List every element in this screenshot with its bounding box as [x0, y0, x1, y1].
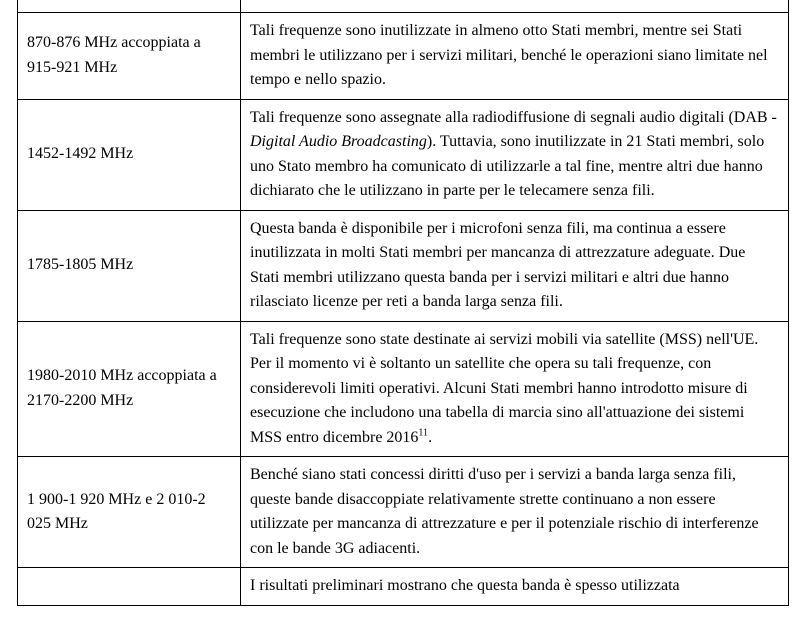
band-cell: 1452-1492 MHz: [18, 99, 241, 210]
band-cell: 1 900-1 920 MHz e 2 010-2 025 MHz: [18, 457, 241, 568]
table-row: [18, 210, 789, 321]
frequency-table: [17, 0, 789, 606]
table-row: [18, 99, 789, 210]
description-cell: Questa banda è disponibile per i microfoni senza fili, ma continua a essere inutilizzata in molti Stati membri per mancanza di attrezzature adeguate. Due Stati membri utilizzano questa banda per i servizi militari e altri due hanno rilasciato licenze per reti a banda larga senza fili.: [241, 210, 789, 321]
table-row: [18, 568, 789, 606]
description-cell: I risultati preliminari mostrano che questa banda è spesso utilizzata: [241, 568, 789, 606]
footnote-marker[interactable]: 11: [418, 427, 429, 439]
table-row: [18, 321, 789, 457]
description-cell: Benché siano stati concessi diritti d'uso per i servizi a banda larga senza fili, queste bande disaccoppiate relativamente strette continuano a non essere utilizzate per mancanza di attrezzature e per il potenziale rischio di interferenze con le bande 3G adiacenti.: [241, 457, 789, 568]
band-cell: 1980-2010 MHz accoppiata a 2170-2200 MHz: [18, 321, 241, 457]
band-cell: [18, 0, 241, 13]
band-cell: 870-876 MHz accoppiata a 915-921 MHz: [18, 13, 241, 100]
description-text: .: [428, 428, 433, 446]
description-text: Tali frequenze sono state destinate ai servizi mobili via satellite (MSS) nell'UE. Per il momento vi è soltanto un satellite che opera su tali frequenze, con considerevoli limiti operativi. Alcuni Stati membri hanno introdotto misure di esecuzione che includono una tabella di marcia sino all'attuazione dei sistemi MSS entro dicembre 2016: [250, 330, 759, 446]
description-cell: [241, 321, 789, 457]
description-text: Tali frequenze sono assegnate alla radiodiffusione di segnali audio digitali (DAB -: [250, 108, 777, 126]
description-text: ). Tuttavia, sono inutilizzate in 21 Stati membri, solo uno Stato membro ha comunicato di utilizzarle a tal fine, mentre altri due hanno dichiarato che le utilizzano in parte per le telecamere senza fili.: [250, 133, 765, 199]
table-row: [18, 13, 789, 100]
description-cell: [241, 0, 789, 13]
description-cell: Tali frequenze sono inutilizzate in almeno otto Stati membri, mentre sei Stati membri le utilizzano per i servizi militari, benché le operazioni siano limitate nel tempo e nello spazio.: [241, 13, 789, 100]
table-row: [18, 0, 789, 13]
description-cell: [241, 99, 789, 210]
band-cell: 1785-1805 MHz: [18, 210, 241, 321]
band-cell: [18, 568, 241, 606]
table-row: [18, 457, 789, 568]
description-italic-text: Digital Audio Broadcasting: [250, 133, 427, 150]
